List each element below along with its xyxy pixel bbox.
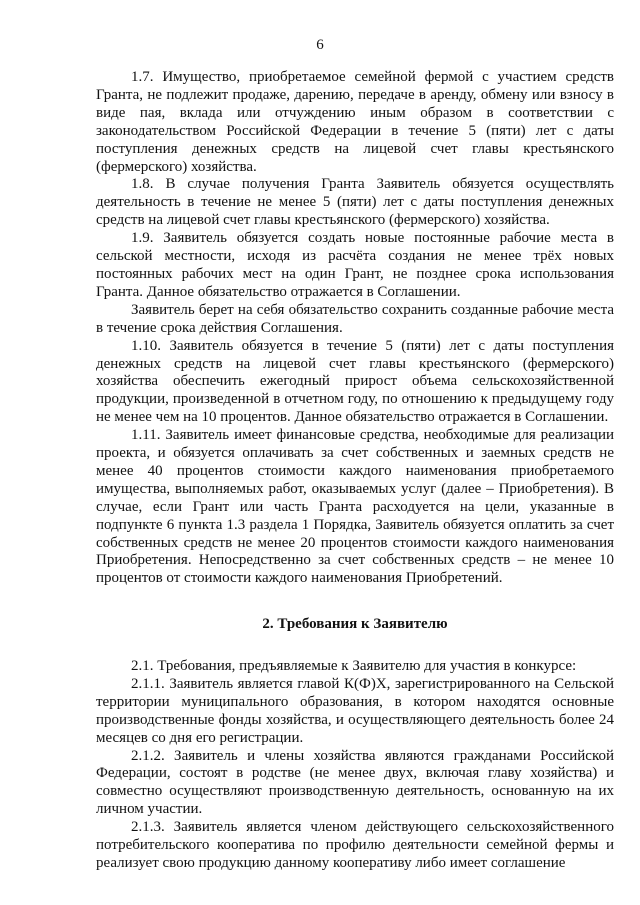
- paragraph-1-8: 1.8. В случае получения Гранта Заявитель обязуется осуществлять деятельность в течение не менее 5 (пяти) лет с даты поступления денежных средств на лицевой счет главы крестьянского (фермерского) хозяйства.: [96, 176, 614, 229]
- paragraph-1-10: 1.10. Заявитель обязуется в течение 5 (пяти) лет с даты поступления денежных средств на лицевой счет главы крестьянского (фермерского) хозяйства обеспечить ежегодный прирост объема сельскохозяйственной продукции, произведенной в отчетном году, по отношению к предыдущему году не менее чем на 10 процентов. Данное обязательство отражается в Соглашении.: [96, 337, 614, 426]
- paragraph-2-1-1: 2.1.1. Заявитель является главой К(Ф)Х, зарегистрированного на Сельской территории муниципального образования, в котором находятся основные производственные фонды хозяйства, и осуществляющего деятельность более 24 месяцев со дня его регистрации.: [96, 675, 614, 746]
- paragraph-2-1-3: 2.1.3. Заявитель является членом действующего сельскохозяйственного потребительского кооператива по профилю деятельности семейной фермы и реализует свою продукцию данному кооперативу либо имеет соглашение: [96, 819, 614, 871]
- page-number: 6: [316, 37, 324, 53]
- paragraph-1-7: 1.7. Имущество, приобретаемое семейной фермой с участием средств Гранта, не подлежит продаже, дарению, передаче в аренду, обмену или взносу в виде пая, вклада или отчуждению иным образом в соответствии с законодательством Российской Федерации в течение 5 (пяти) лет с даты поступления денежных средств на лицевой счет главы крестьянского (фермерского) хозяйства.: [96, 69, 614, 175]
- paragraph-2-1: 2.1. Требования, предъявляемые к Заявителю для участия в конкурсе:: [131, 658, 577, 674]
- section-2-body: [96, 658, 614, 873]
- section-1-body: [96, 69, 614, 588]
- paragraph-1-9: 1.9. Заявитель обязуется создать новые постоянные рабочие места в сельской местности, исходя из расчёта создания не менее трёх новых постоянных рабочих мест на один Грант, не позднее срока использования Гранта. Данное обязательство отражается в Соглашении.: [96, 230, 614, 300]
- paragraph-1-9-continued: Заявитель берет на себя обязательство сохранить созданные рабочие места в течение срока действия Соглашения.: [96, 301, 614, 336]
- paragraph-1-11: 1.11. Заявитель имеет финансовые средства, необходимые для реализации проекта, и обязуется оплачивать за счет собственных и заемных средств не менее 40 процентов стоимости каждого наименования приобретаемого имущества, выполняемых работ, оказываемых услуг (далее – Приобретения). В случае, если Грант или часть Гранта расходуется на цели, указанные в подпункте 6 пункта 1.3 раздела 1 Порядка, Заявитель обязуется оплатить за счет собственных средств не менее 20 процентов стоимости каждого наименования Приобретения. Непосредственно за счет собственных средств – не менее 10 процентов от стоимости каждого наименования Приобретений.: [96, 427, 614, 587]
- paragraph-2-1-2: 2.1.2. Заявитель и члены хозяйства являются гражданами Российской Федерации, состоят в родстве (не менее двух, включая главу хозяйства) и совместно осуществляют производственную деятельность, основанную на их личном участии.: [96, 747, 614, 818]
- section-2-heading: 2. Требования к Заявителю: [262, 616, 448, 632]
